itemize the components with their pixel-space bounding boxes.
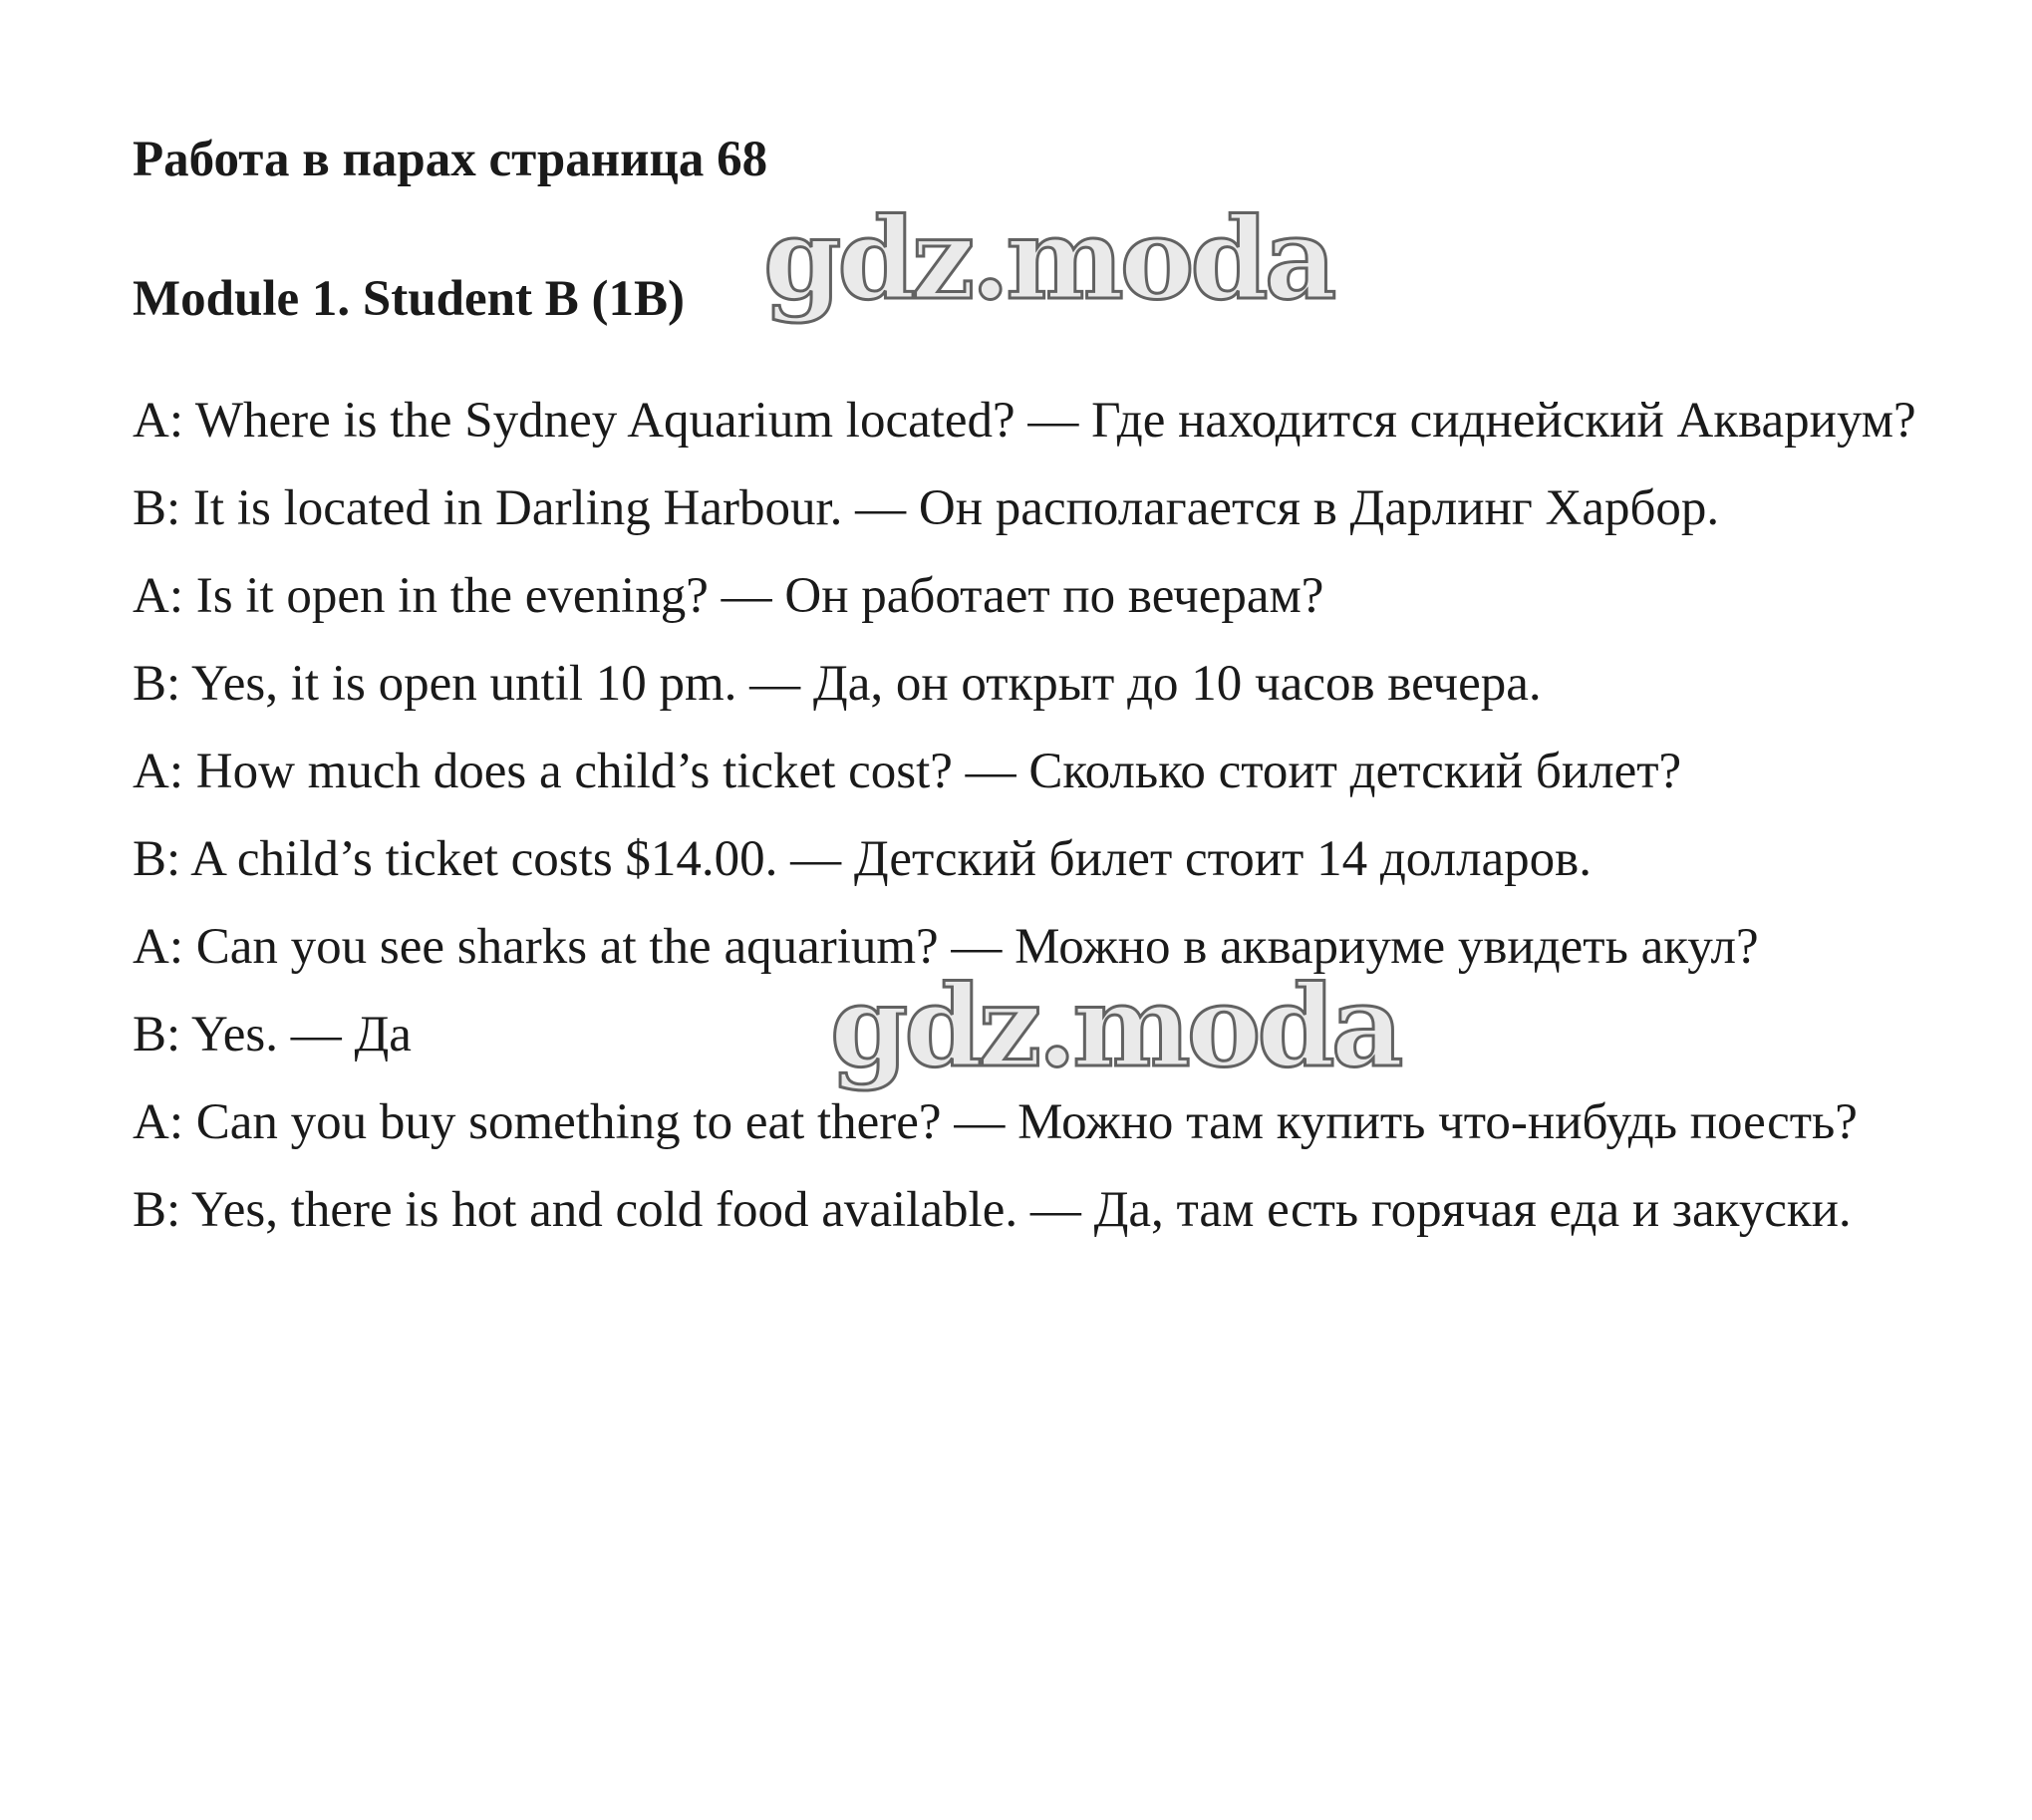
watermark-logo: gdz.moda xyxy=(763,194,1333,325)
page-title: Работа в парах страница 68 xyxy=(133,132,768,187)
dialogue-line: A: Is it open in the evening? — Он работает по вечерам? xyxy=(133,568,1324,624)
dialogue-text xyxy=(133,377,1956,1254)
watermark-logo: gdz.moda xyxy=(830,962,1400,1092)
dialogue-line: B: A child’s ticket costs $14.00. — Детский билет стоит 14 долларов. xyxy=(133,831,1592,887)
dialogue-line: A: Can you buy something to eat there? — Можно там купить что-нибудь поесть? xyxy=(133,1094,1858,1150)
module-subtitle: Module 1. Student B (1B) xyxy=(133,271,685,327)
dialogue-line: B: Yes. — Да xyxy=(133,1007,412,1062)
dialogue-line: A: How much does a child’s ticket cost? — Сколько стоит детский билет? xyxy=(133,744,1682,799)
dialogue-line: B: It is located in Darling Harbour. — Он располагается в Дарлинг Харбор. xyxy=(133,480,1720,536)
dialogue-line: B: Yes, it is open until 10 pm. — Да, он открыт до 10 часов вечера. xyxy=(133,656,1542,712)
dialogue-line: A: Where is the Sydney Aquarium located? — Где находится сиднейский Аквариум? xyxy=(133,393,1916,449)
dialogue-line: B: Yes, there is hot and cold food available. — Да, там есть горячая еда и закуски. xyxy=(133,1182,1852,1238)
dialogue-line: A: Can you see sharks at the aquarium? — Можно в аквариуме увидеть акул? xyxy=(133,919,1759,975)
